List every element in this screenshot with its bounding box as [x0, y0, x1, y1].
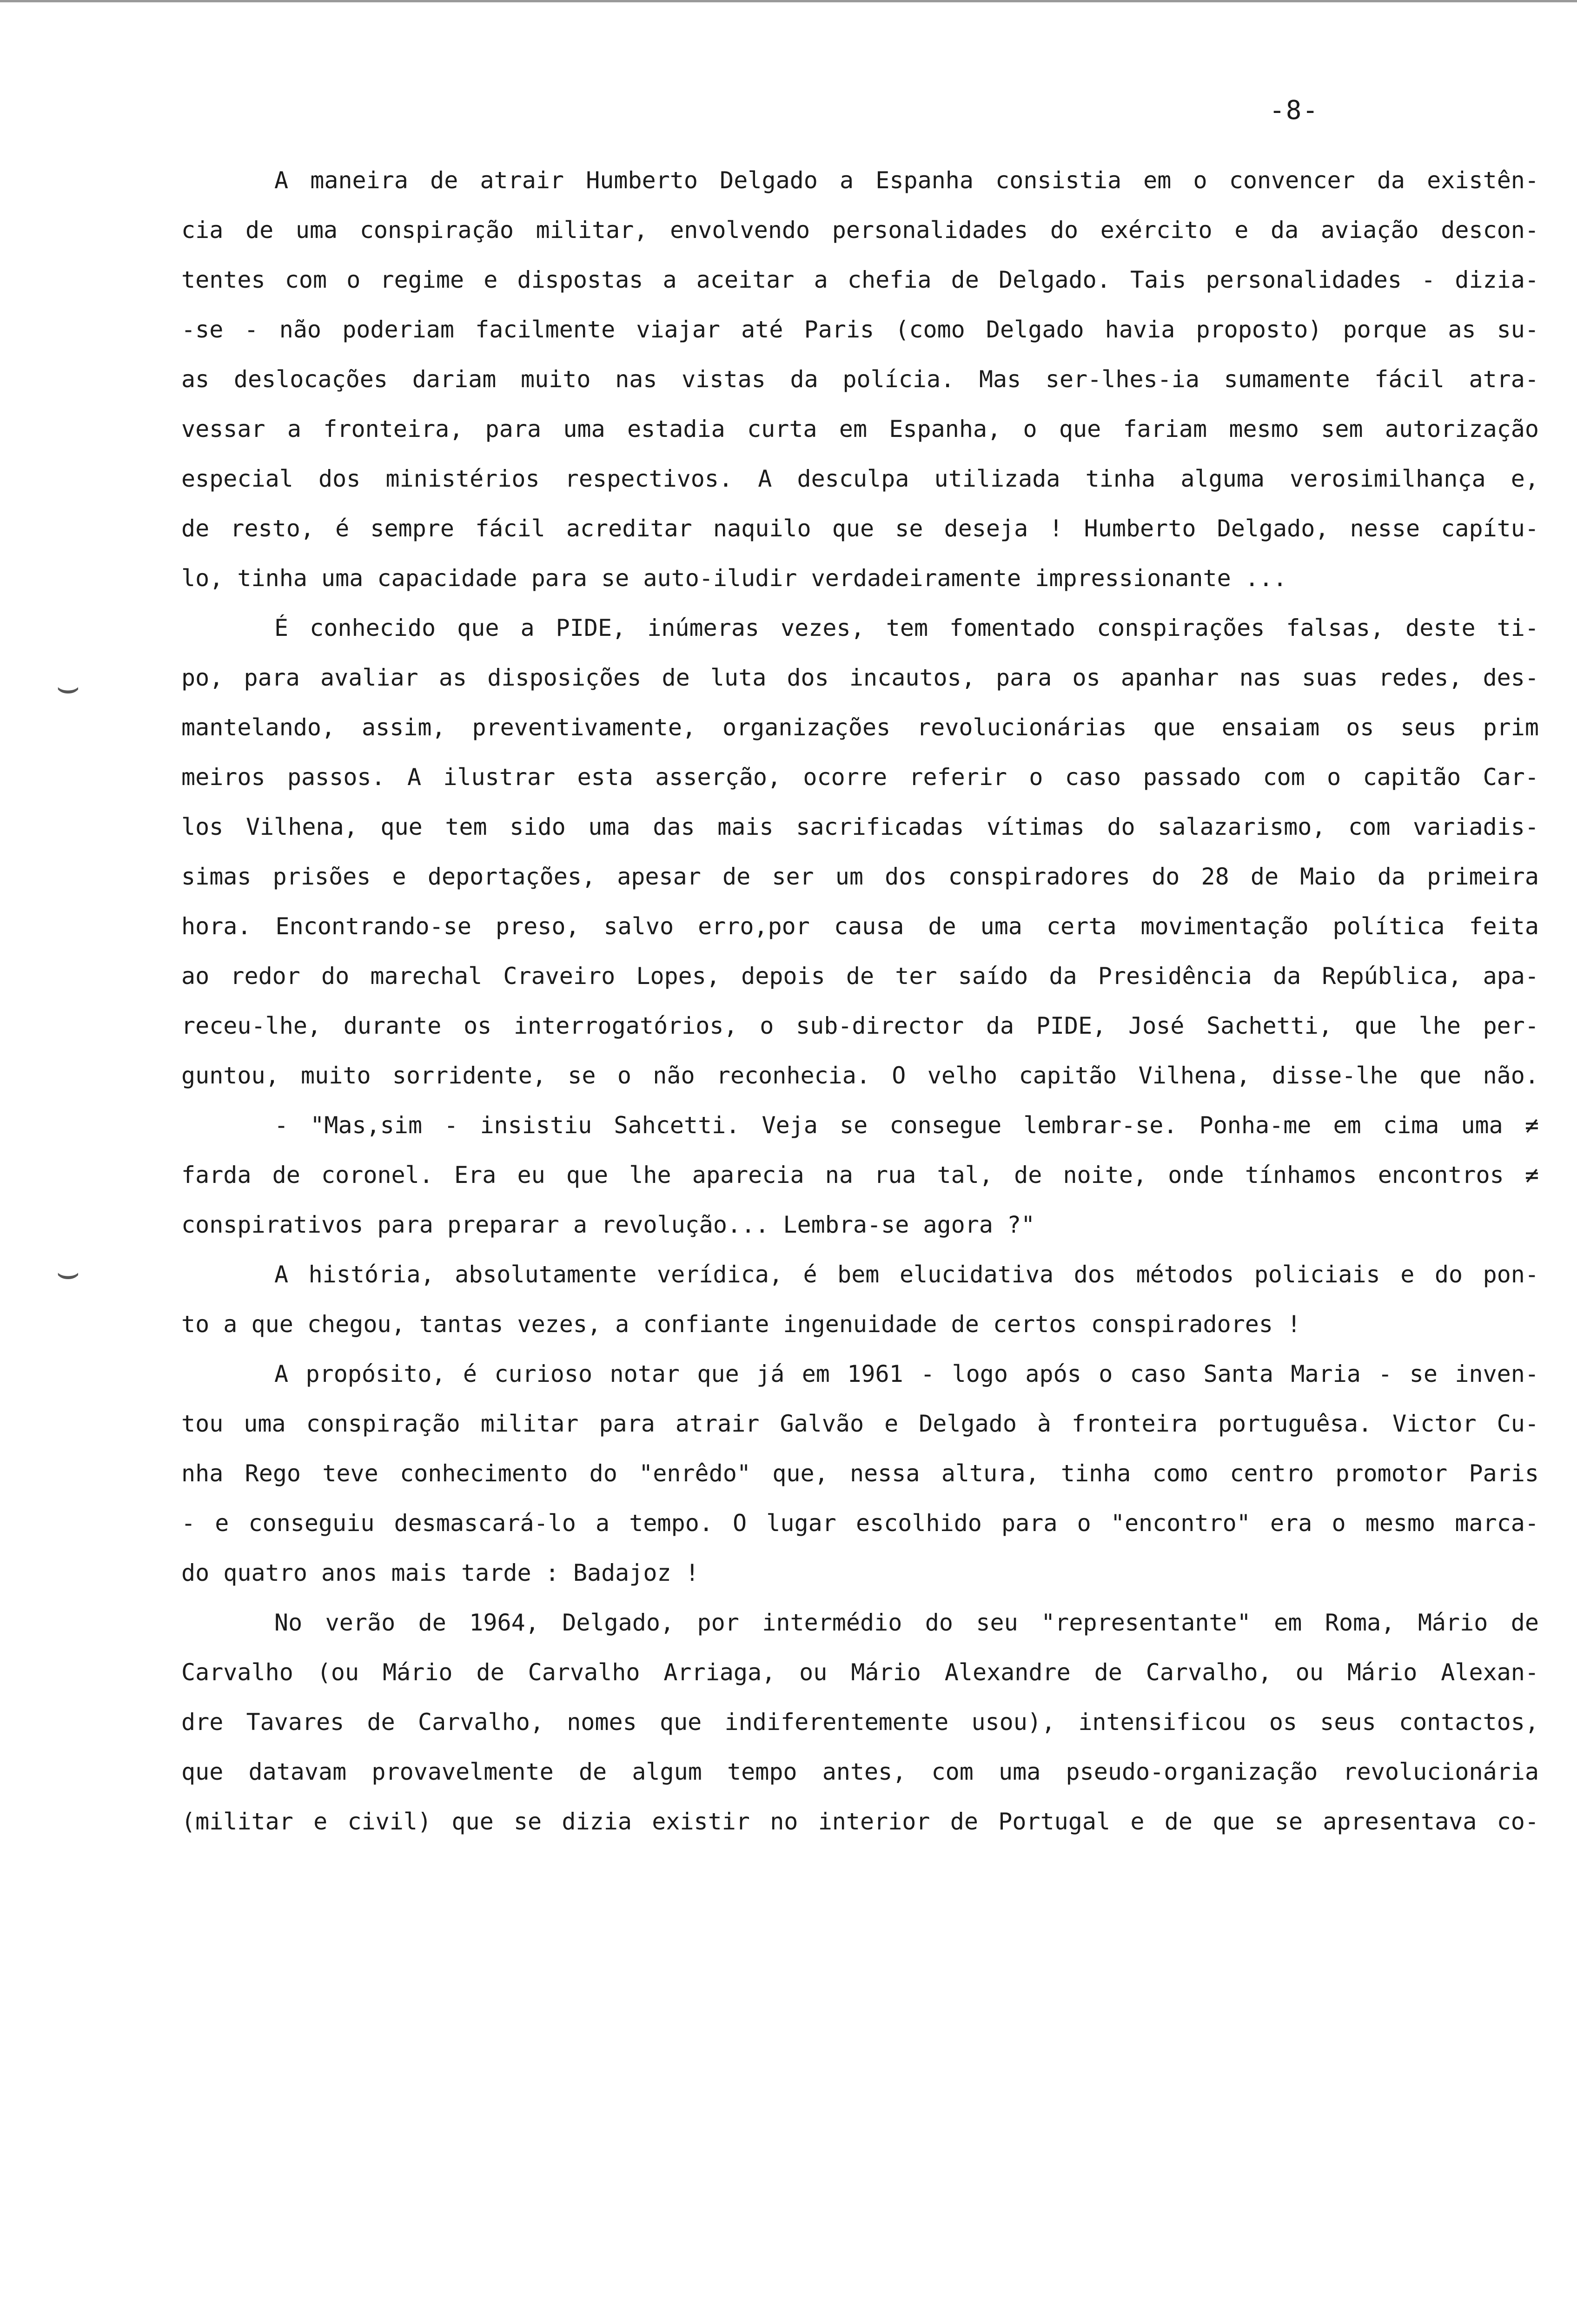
scan-top-edge: [0, 0, 1577, 2]
page-number: -8-: [1269, 95, 1319, 125]
text-line: tentes com o regime e dispostas a aceitar a chefia de Delgado. Tais personalidades - dizia-: [181, 266, 1539, 293]
paragraph: [181, 1598, 1539, 1847]
text-line: de resto, é sempre fácil acreditar naquilo que se deseja ! Humberto Delgado, nesse capítu-: [181, 515, 1539, 542]
text-line: especial dos ministérios respectivos. A desculpa utilizada tinha alguma verosimilhança e,: [181, 465, 1539, 492]
text-line: los Vilhena, que tem sido uma das mais sacrificadas vítimas do salazarismo, com variadis-: [181, 813, 1539, 840]
text-line: - "Mas,sim - insistiu Sahcetti. Veja se consegue lembrar-se. Ponha-me em cima uma ≠: [274, 1112, 1539, 1139]
text-line: conspirativos para preparar a revolução... Lembra-se agora ?": [181, 1211, 1035, 1238]
text-line: as deslocações dariam muito nas vistas da polícia. Mas ser-lhes-ia sumamente fácil atra-: [181, 366, 1539, 393]
document-body: [181, 156, 1539, 1847]
text-line: Carvalho (ou Mário de Carvalho Arriaga, ou Mário Alexandre de Carvalho, ou Mário Alexan-: [181, 1659, 1539, 1686]
text-line: - e conseguiu desmascará-lo a tempo. O lugar escolhido para o "encontro" era o mesmo marca-: [181, 1510, 1539, 1537]
margin-pencil-mark: ⌣: [56, 665, 80, 708]
text-line: farda de coronel. Era eu que lhe aparecia na rua tal, de noite, onde tínhamos encontros ≠: [181, 1162, 1539, 1188]
text-line: lo, tinha uma capacidade para se auto-iludir verdadeiramente impressionante ...: [181, 565, 1287, 592]
text-line: meiros passos. A ilustrar esta asserção, ocorre referir o caso passado com o capitão Car-: [181, 764, 1539, 791]
margin-pencil-mark: ⌣: [56, 1250, 80, 1294]
text-line: A maneira de atrair Humberto Delgado a Espanha consistia em o convencer da existên-: [274, 167, 1539, 194]
text-line: (militar e civil) que se dizia existir no interior de Portugal e de que se apresentava co-: [181, 1808, 1539, 1835]
text-line: receu-lhe, durante os interrogatórios, o sub-director da PIDE, José Sachetti, que lhe per-: [181, 1012, 1539, 1039]
text-line: mantelando, assim, preventivamente, organizações revolucionárias que ensaiam os seus prim: [181, 714, 1539, 741]
text-line: simas prisões e deportações, apesar de ser um dos conspiradores do 28 de Maio da primeira: [181, 863, 1539, 890]
paragraph: [181, 1349, 1539, 1598]
paragraph: [181, 1250, 1539, 1349]
text-line: cia de uma conspiração militar, envolvendo personalidades do exército e da aviação descon-: [181, 217, 1539, 244]
text-line: -se - não poderiam facilmente viajar até Paris (como Delgado havia proposto) porque as su-: [181, 316, 1539, 343]
text-line: vessar a fronteira, para uma estadia curta em Espanha, o que fariam mesmo sem autorização: [181, 416, 1539, 442]
text-line: No verão de 1964, Delgado, por intermédio do seu "representante" em Roma, Mário de: [274, 1609, 1539, 1636]
paragraph: [181, 603, 1539, 1101]
text-line: dre Tavares de Carvalho, nomes que indiferentemente usou), intensificou os seus contactos,: [181, 1709, 1539, 1736]
text-line: A história, absolutamente verídica, é bem elucidativa dos métodos policiais e do pon-: [274, 1261, 1539, 1288]
text-line: hora. Encontrando-se preso, salvo erro,por causa de uma certa movimentação política feita: [181, 913, 1539, 940]
text-line: guntou, muito sorridente, se o não reconhecia. O velho capitão Vilhena, disse-lhe que não.: [181, 1062, 1539, 1089]
text-line: que datavam provavelmente de algum tempo antes, com uma pseudo-organização revolucionária: [181, 1758, 1539, 1785]
text-line: A propósito, é curioso notar que já em 1961 - logo após o caso Santa Maria - se inven-: [274, 1360, 1539, 1387]
text-line: tou uma conspiração militar para atrair Galvão e Delgado à fronteira portuguêsa. Victor Cu-: [181, 1410, 1539, 1437]
paragraph: [181, 156, 1539, 603]
text-line: po, para avaliar as disposições de luta dos incautos, para os apanhar nas suas redes, des-: [181, 664, 1539, 691]
text-line: to a que chegou, tantas vezes, a confiante ingenuidade de certos conspiradores !: [181, 1311, 1301, 1338]
text-line: nha Rego teve conhecimento do "enrêdo" que, nessa altura, tinha como centro promotor Paris: [181, 1460, 1539, 1487]
text-line: do quatro anos mais tarde : Badajoz !: [181, 1559, 699, 1586]
text-line: É conhecido que a PIDE, inúmeras vezes, tem fomentado conspirações falsas, deste ti-: [274, 614, 1539, 641]
text-line: ao redor do marechal Craveiro Lopes, depois de ter saído da Presidência da República, apa-: [181, 963, 1539, 990]
paragraph: [181, 1101, 1539, 1250]
